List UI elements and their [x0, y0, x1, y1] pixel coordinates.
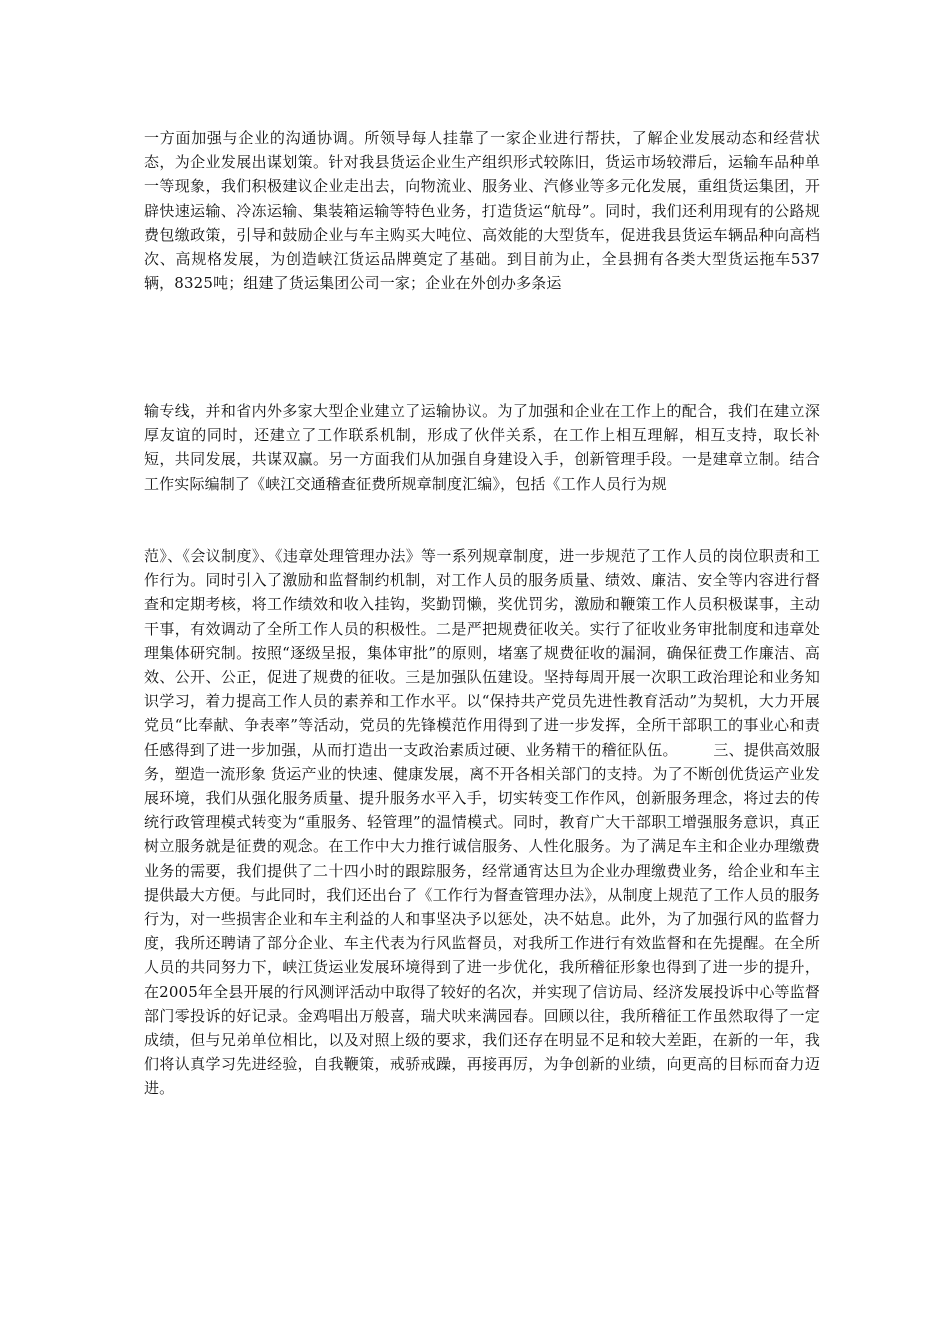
paragraph-3: 范》、《会议制度》、《违章处理管理办法》等一系列规章制度，进一步规范了工作人员的岗位职责和工作行为。同时引入了激励和监督制约机制，对工作人员的服务质量、绩效、廉洁、安全等内容进行督查和定期考核，将工作绩效和收入挂钩，奖勤罚懒，奖优罚劣，激励和鞭策工作人员积极谋事，主动干事，有效调动了全所工作人员的积极性。二是严把规费征收关。实行了征收业务审批制度和违章处理集体研究制。按照“逐级呈报，集体审批”的原则，堵塞了规费征收的漏洞，确保征费工作廉洁、高效、公开、公正，促进了规费的征收。三是加强队伍建设。坚持每周开展一次职工政治理论和业务知识学习，着力提高工作人员的素养和工作水平。以“保持共产党员先进性教育活动”为契机，大力开展党员“比奉献、争表率”等活动，党员的先锋模范作用得到了进一步发挥，全所干部职工的事业心和责任感得到了进一步加强，从而打造出一支政治素质过硬、业务精干的稽征队伍。 三、提供高效服务，塑造一流形象 货运产业的快速、健康发展，离不开各相关部门的支持。为了不断创优货运产业发展环境，我们从强化服务质量、提升服务水平入手，切实转变工作作风，创新服务理念，将过去的传统行政管理模式转变为“重服务、轻管理”的温情模式。同时，教育广大干部职工增强服务意识，真正树立服务就是征费的观念。在工作中大力推行诚信服务、人性化服务。为了满足车主和企业办理缴费业务的需要，我们提供了二十四小时的跟踪服务，经常通宵达旦为企业办理缴费业务，给企业和车主提供最大方便。与此同时，我们还出台了《工作行为督查管理办法》，从制度上规范了工作人员的服务行为，对一些损害企业和车主利益的人和事坚决予以惩处，决不姑息。此外，为了加强行风的监督力度，我所还聘请了部分企业、车主代表为行风监督员，对我所工作进行有效监督和在先提醒。在全所人员的共同努力下，峡江货运业发展环境得到了进一步优化，我所稽征形象也得到了进一步的提升，在2005年全县开展的行风测评活动中取得了较好的名次，并实现了信访局、经济发展投诉中心等监督部门零投诉的好记录。金鸡唱出万般喜，瑞犬吠来满园春。回顾以往，我所稽征工作虽然取得了一定成绩，但与兄弟单位相比，以及对照上级的要求，我们还存在明显不足和较大差距，在新的一年，我们将认真学习先进经验，自我鞭策，戒骄戒躁，再接再厉，为争创新的业绩，向更高的目标而奋力迈进。	[144, 547, 820, 1098]
paragraph-1: 一方面加强与企业的沟通协调。所领导每人挂靠了一家企业进行帮扶，了解企业发展动态和经营状态，为企业发展出谋划策。针对我县货运企业生产组织形式较陈旧，货运市场较滞后，运输车品种单一等现象，我们积极建议企业走出去，向物流业、服务业、汽修业等多元化发展，重组货运集团，开辟快速运输、冷冻运输、集装箱运输等特色业务，打造货运“航母”。同时，我们还利用现有的公路规费包缴政策，引导和鼓励企业与车主购买大吨位、高效能的大型货车，促进我县货运车辆品种向高档次、高规格发展，为创造峡江货运品牌奠定了基础。到目前为止，全县拥有各类大型货运拖车537辆，8325吨；组建了货运集团公司一家；企业在外创办多条运	[144, 129, 820, 293]
paragraph-2: 输专线，并和省内外多家大型企业建立了运输协议。为了加强和企业在工作上的配合，我们在建立深厚友谊的同时，还建立了工作联系机制，形成了伙伴关系，在工作上相互理解，相互支持，取长补短，共同发展，共谋双赢。另一方面我们从加强自身建设入手，创新管理手段。一是建章立制。结合工作实际编制了《峡江交通稽查征费所规章制度汇编》，包括《工作人员行为规	[144, 402, 820, 493]
